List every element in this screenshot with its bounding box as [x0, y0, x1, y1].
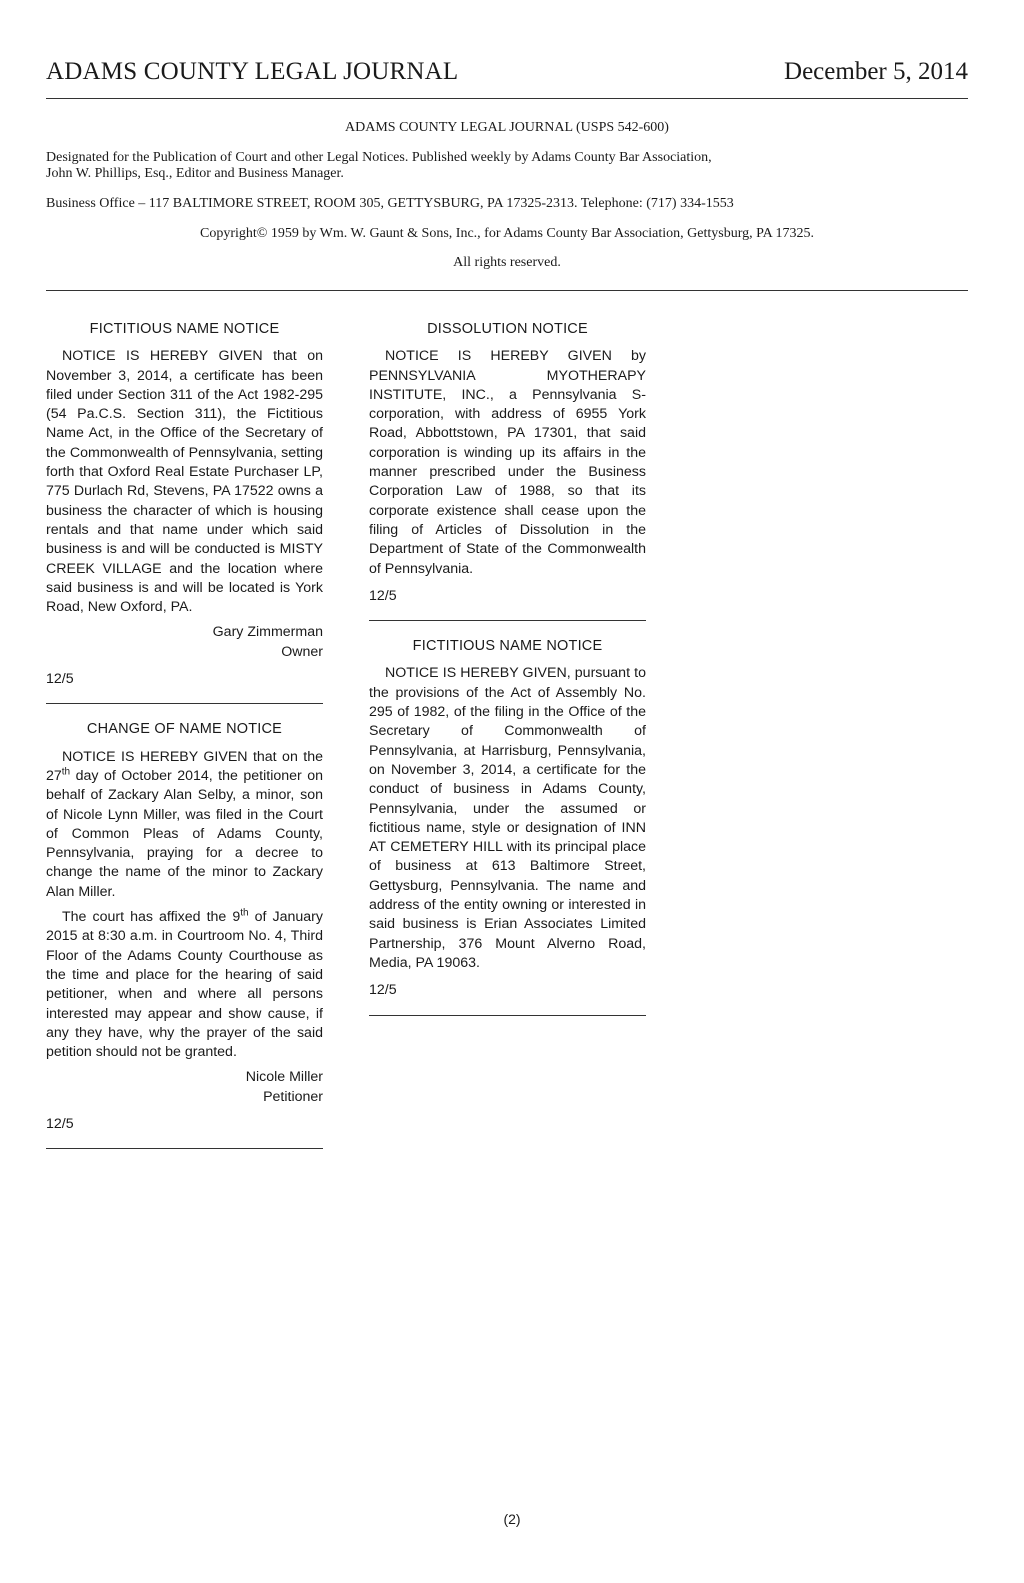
page-header: [46, 56, 968, 99]
notice-heading: FICTITIOUS NAME NOTICE: [412, 638, 603, 655]
copyright-line: Copyright© 1959 by Wm. W. Gaunt & Sons, Inc., for Adams County Bar Association, Gettysburg, PA 17325.: [200, 226, 814, 241]
masthead-designation: [46, 150, 926, 182]
paragraph-text: day of October 2014, the petitioner on behalf of Zackary Alan Selby, a minor, son of Nicole Lynn Miller, was filed in the Court of Common Pleas of Adams County, Pennsylvania, praying for a decree to change the name of the minor to Zackary Alan Miller.: [46, 767, 323, 900]
notice-heading: DISSOLUTION NOTICE: [427, 321, 588, 337]
rights-line: All rights reserved.: [453, 255, 561, 270]
notice-heading: FICTITIOUS NAME NOTICE: [89, 321, 280, 337]
fictitious-name-notice-1: [46, 320, 323, 704]
page-number: (2): [503, 1511, 521, 1527]
notice-date: 12/5: [369, 982, 397, 999]
change-of-name-notice: [46, 720, 323, 1149]
notice-paragraph-1: [46, 748, 323, 902]
signature-title: Owner: [281, 643, 323, 660]
paragraph-text: The court has affixed the 9: [62, 909, 241, 926]
dissolution-notice: [369, 320, 646, 621]
notice-heading: CHANGE OF NAME NOTICE: [86, 721, 283, 738]
notice-signature: [46, 1068, 323, 1107]
notice-body: NOTICE IS HEREBY GIVEN by PENNSYLVANIA MYOTHERAPY INSTITUTE, INC., a Pennsylvania S-corporation, with address of 6955 York Road, Abbottstown, PA 17301, that said corporation is winding up its affairs in the manner prescribed under the Business Corporation Law of 1988, so that its corporate existence shall cease upon the filing of Articles of Dissolution in the Department of State of the Commonwealth of Pennsylvania.: [369, 348, 646, 577]
notice-paragraph-2: [46, 908, 323, 1062]
designation-line-2: John W. Phillips, Esq., Editor and Business Manager.: [46, 166, 344, 181]
notice-date: 12/5: [369, 587, 397, 604]
left-column: [46, 318, 323, 1165]
masthead: [46, 118, 968, 291]
ordinal-suffix: th: [240, 907, 249, 919]
fictitious-name-notice-2: [369, 637, 646, 1015]
notice-date: 12/5: [46, 671, 74, 688]
signature-title: Petitioner: [263, 1088, 323, 1105]
notice-body: NOTICE IS HEREBY GIVEN that on November 3, 2014, a certificate has been filed under Section 311 of the Act 1982-295 (54 Pa.C.S. Section 311), the Fictitious Name Act, in the Office of the Secretary of the Commonwealth of Pennsylvania, setting forth that Oxford Real Estate Purchaser LP, 775 Durlach Rd, Stevens, PA 17522 owns a business the character of which is housing rentals and that name under which said business is and will be conducted is MISTY CREEK VILLAGE and the location where said business is and will be located is York Road, New Oxford, PA.: [46, 348, 323, 616]
issue-date: December 5, 2014: [784, 58, 968, 85]
journal-title: ADAMS COUNTY LEGAL JOURNAL: [46, 58, 459, 85]
paragraph-text: of January 2015 at 8:30 a.m. in Courtroom No. 4, Third Floor of the Adams County Courthouse as the time and place for the hearing of said petitioner, when and where all persons interested may appear and show cause, if any they have, why the prayer of the said petition should not be granted.: [46, 909, 323, 1061]
notice-date: 12/5: [46, 1115, 74, 1132]
signature-name: Nicole Miller: [245, 1069, 323, 1086]
notice-body: NOTICE IS HEREBY GIVEN, pursuant to the provisions of the Act of Assembly No. 295 of 1982, of the filing in the Office of the Secretary of Commonwealth of Pennsylvania, at Harrisburg, Pennsylvania, on November 3, 2014, a certificate for the conduct of business in Adams County, Pennsylvania, under the assumed or fictitious name, style or designation of INN AT CEMETERY HILL with its principal place of business at 613 Baltimore Street, Gettysburg, Pennsylvania. The name and address of the entity owning or interested in said business is Erian Associates Limited Partnership, 376 Mount Alverno Road, Media, PA 19063.: [369, 665, 646, 971]
signature-name: Gary Zimmerman: [212, 624, 323, 641]
masthead-title: ADAMS COUNTY LEGAL JOURNAL (USPS 542-600): [345, 120, 669, 135]
paragraph-text: NOTICE IS HEREBY GIVEN that on the 27: [46, 748, 323, 784]
designation-line-1: Designated for the Publication of Court and other Legal Notices. Published weekly by Adams County Bar Association,: [46, 150, 712, 165]
business-office: Business Office – 117 BALTIMORE STREET, ROOM 305, GETTYSBURG, PA 17325-2313. Telephone: (717) 334-1553: [46, 196, 734, 211]
notice-signature: [46, 623, 323, 662]
right-column: [369, 318, 646, 1032]
ordinal-suffix: th: [61, 766, 71, 778]
